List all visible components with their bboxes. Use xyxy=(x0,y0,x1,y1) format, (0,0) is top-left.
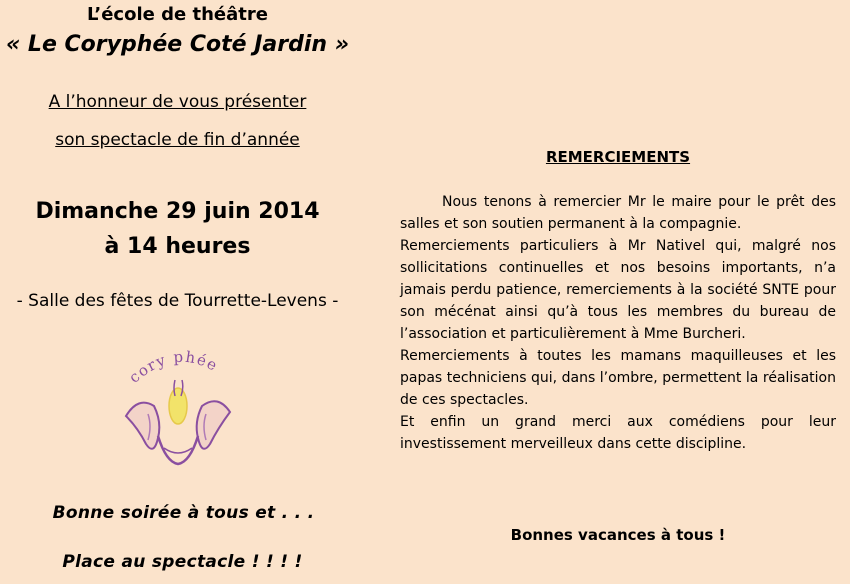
bonne-soiree-line: Bonne soirée à tous et . . . xyxy=(52,503,315,523)
remerciements-paragraph: Et enfin un grand merci aux comédiens pour leur investissement merveilleux dans cette discipline. xyxy=(400,414,836,452)
school-line: L’école de théâtre xyxy=(87,4,268,25)
remerciements-title: REMERCIEMENTS xyxy=(545,148,691,166)
logo-base-curve xyxy=(158,436,198,464)
place-spectacle-line: Place au spectacle ! ! ! ! xyxy=(62,552,303,572)
remerciements-paragraph: Remerciements à toutes les mamans maquilleuses et les papas techniciens qui, dans l’ombre, permettent la réalisation de ces spectacles. xyxy=(400,348,836,408)
remerciements-paragraph: Nous tenons à remercier Mr le maire pour le prêt des salles et son soutien permanent à la compagnie. xyxy=(400,194,836,232)
logo-lettering: cory phée xyxy=(125,347,222,387)
logo-left-shape xyxy=(126,403,159,449)
logo-stem-right xyxy=(181,380,183,396)
remerciements-paragraph: Remerciements particuliers à Mr Nativel qui, malgré nos sollicitations continuelles et nos besoins importants, n’a jamais perdu patience, remerciements à la société SNTE pour son mécénat ainsi qu’à tous les membres du bureau de l’association et particulièrement à Mme Burcheri. xyxy=(400,238,836,342)
event-time: à 14 heures xyxy=(104,234,251,259)
logo-right-shape xyxy=(197,401,230,449)
remerciements-body xyxy=(400,191,836,455)
honneur-line: A l’honneur de vous présenter xyxy=(48,92,307,112)
event-date: Dimanche 29 juin 2014 xyxy=(35,199,320,224)
remerciements-column xyxy=(400,0,836,584)
coryphee-logo xyxy=(118,336,238,474)
invitation-column xyxy=(0,0,355,584)
event-venue: - Salle des fêtes de Tourrette-Levens - xyxy=(16,291,339,311)
school-name: « Le Coryphée Coté Jardin » xyxy=(5,32,350,57)
spectacle-line: son spectacle de fin d’année xyxy=(55,130,300,150)
logo-inner-curve xyxy=(164,448,192,453)
bonnes-vacances-line: Bonnes vacances à tous ! xyxy=(510,526,726,544)
logo-stem-left xyxy=(174,380,175,396)
logo-bud xyxy=(169,388,187,424)
